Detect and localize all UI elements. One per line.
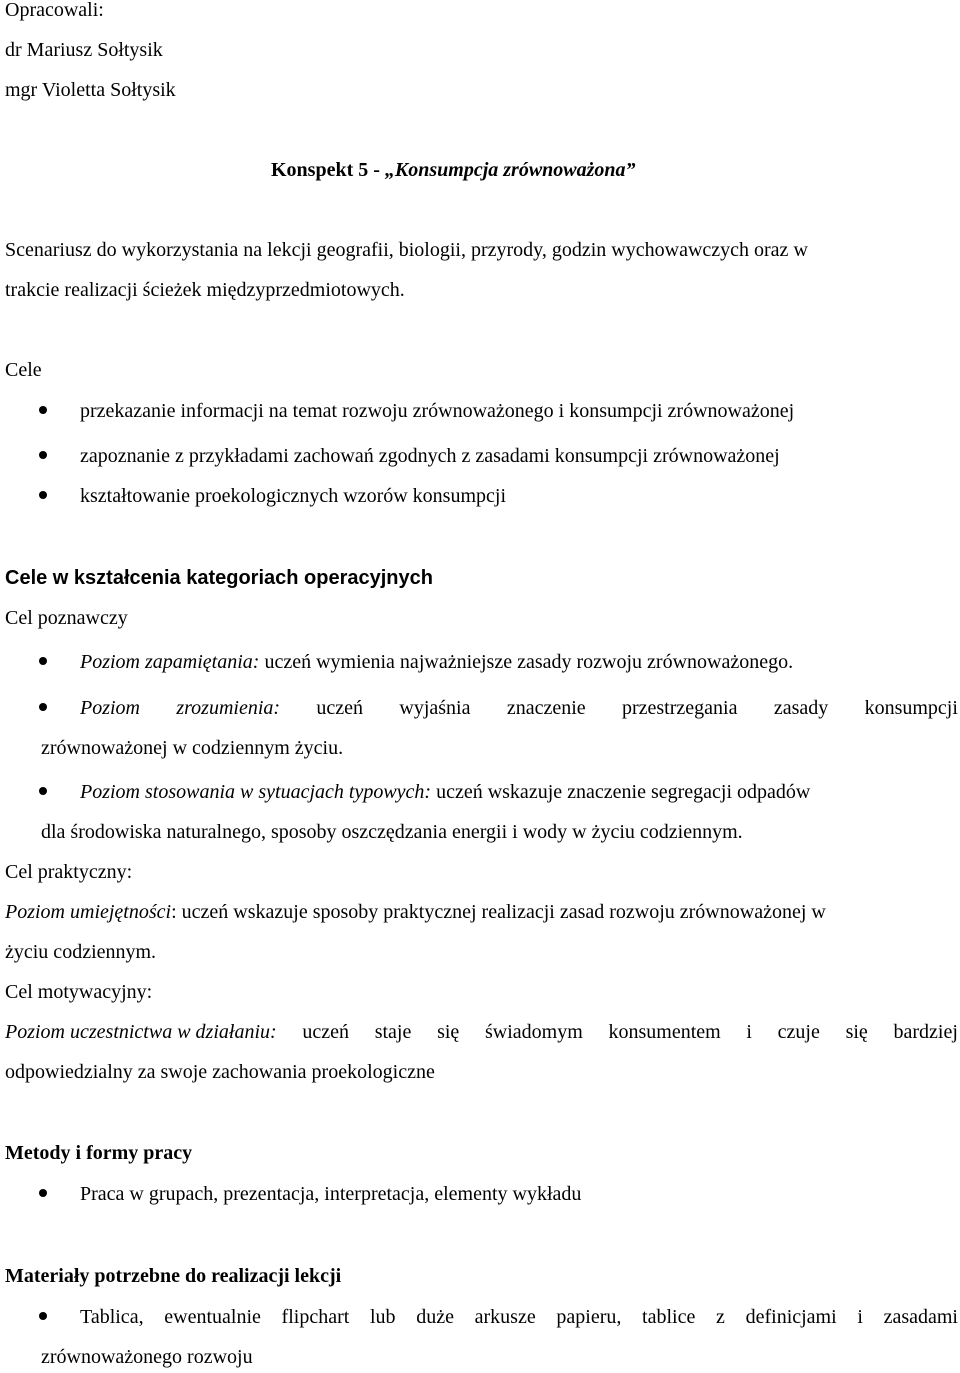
word: konsumpcji <box>864 697 958 719</box>
title-italic: „Konsumpcja zrównoważona” <box>384 159 636 181</box>
metody-item: Praca w grupach, prezentacja, interpretacja, elementy wykładu <box>80 1183 582 1205</box>
document-title <box>271 158 636 182</box>
bullet-icon <box>39 451 47 459</box>
cele-heading: Cele <box>5 359 42 381</box>
poznawczy-item-3-line-2: dla środowiska naturalnego, sposoby oszczędzania energii i wody w życiu codziennym. <box>41 821 743 843</box>
word: definicjami <box>745 1306 837 1328</box>
cele-item-2: zapoznanie z przykładami zachowań zgodnych z zasadami konsumpcji zrównoważonej <box>80 445 780 467</box>
authors-label: Opracowali: <box>5 0 104 21</box>
motywacyjny-line-2: odpowiedzialny za swoje zachowania proekologiczne <box>5 1061 435 1083</box>
metody-heading: Metody i formy pracy <box>5 1142 193 1164</box>
word: tablice <box>642 1306 696 1328</box>
poziom-zapamietania-text: uczeń wymienia najważniejsze zasady rozwoju zrównoważonego. <box>259 651 794 673</box>
cele-item-1: przekazanie informacji na temat rozwoju zrównoważonego i konsumpcji zrównoważonej <box>80 400 795 422</box>
word: papieru, <box>556 1306 622 1328</box>
bullet-icon <box>39 1312 47 1320</box>
word: uczeń <box>302 1021 350 1043</box>
word: bardziej <box>893 1021 958 1043</box>
bullet-icon <box>39 787 47 795</box>
bullet-icon <box>39 491 47 499</box>
word: zasadami <box>883 1306 958 1328</box>
praktyczny-line-2: życiu codziennym. <box>5 941 157 963</box>
word: zasady <box>773 697 829 719</box>
cel-motywacyjny-heading: Cel motywacyjny: <box>5 981 153 1003</box>
word: przestrzegania <box>621 697 738 719</box>
materialy-item-line-2: zrównoważonego rozwoju <box>41 1346 253 1368</box>
bullet-icon <box>39 406 47 414</box>
cele-item-3: kształtowanie proekologicznych wzorów konsumpcji <box>80 485 506 507</box>
poziom-umiejetnosci-label: Poziom umiejętności <box>5 901 172 923</box>
poziom-stosowania-text: uczeń wskazuje znaczenie segregacji odpadów <box>431 781 811 803</box>
intro-line-2: trakcie realizacji ścieżek międzyprzedmiotowych. <box>5 279 405 301</box>
word: Tablica, <box>80 1306 144 1328</box>
praktyczny-text: : uczeń wskazuje sposoby praktycznej realizacji zasad rozwoju zrównoważonej w <box>171 901 826 923</box>
word: staje <box>374 1021 412 1043</box>
word: i <box>857 1306 863 1328</box>
author-2: mgr Violetta Sołtysik <box>5 79 176 101</box>
motywacyjny-line-1 <box>5 1020 958 1044</box>
bullet-icon <box>39 657 47 665</box>
word: lub <box>369 1306 396 1328</box>
materialy-heading: Materiały potrzebne do realizacji lekcji <box>5 1265 342 1287</box>
word: wyjaśnia <box>399 697 471 719</box>
bullet-icon <box>39 1189 47 1197</box>
poznawczy-item-1 <box>80 650 793 674</box>
bullet-icon <box>39 703 47 711</box>
word: ewentualnie <box>164 1306 261 1328</box>
author-1: dr Mariusz Sołtysik <box>5 39 163 61</box>
word: znaczenie <box>506 697 586 719</box>
poziom-zapamietania-label: Poziom zapamiętania: <box>80 651 260 673</box>
word: uczeń <box>316 697 364 719</box>
poznawczy-item-2-line-1 <box>80 696 958 720</box>
word: czuje <box>777 1021 820 1043</box>
poziom-uczestnictwa-label: Poziom uczestnictwa w działaniu: <box>5 1021 277 1043</box>
poznawczy-item-2-line-2: zrównoważonej w codziennym życiu. <box>41 737 344 759</box>
word: arkusze <box>474 1306 536 1328</box>
materialy-item-line-1 <box>80 1305 958 1329</box>
word: się <box>845 1021 868 1043</box>
operational-heading: Cele w kształcenia kategoriach operacyjnych <box>5 567 433 589</box>
poziom-stosowania-label: Poziom stosowania w sytuacjach typowych: <box>80 781 432 803</box>
title-prefix: Konspekt 5 - <box>271 159 385 181</box>
word: i <box>746 1021 752 1043</box>
word: Poziom <box>80 697 140 719</box>
word: świadomym <box>485 1021 583 1043</box>
word: konsumentem <box>608 1021 721 1043</box>
word: duże <box>416 1306 454 1328</box>
word: z <box>716 1306 725 1328</box>
praktyczny-line-1 <box>5 900 826 924</box>
word: się <box>437 1021 460 1043</box>
word: zrozumienia: <box>176 697 281 719</box>
word: flipchart <box>281 1306 350 1328</box>
cel-poznawczy-heading: Cel poznawczy <box>5 607 128 629</box>
poznawczy-item-3-line-1 <box>80 780 810 804</box>
cel-praktyczny-heading: Cel praktyczny: <box>5 861 133 883</box>
intro-line-1: Scenariusz do wykorzystania na lekcji geografii, biologii, przyrody, godzin wychowawczych oraz w <box>5 239 808 261</box>
